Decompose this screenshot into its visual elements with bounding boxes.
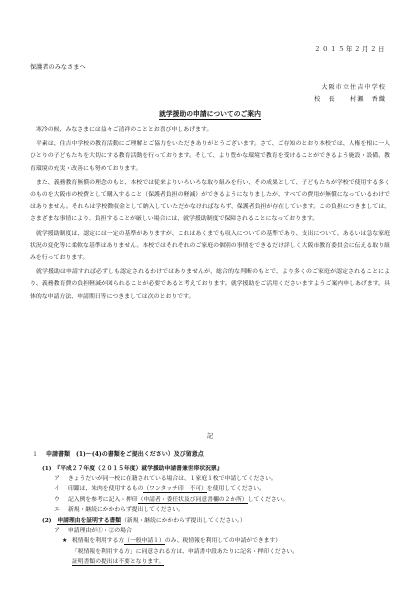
list-item-marker: ア <box>54 476 60 483</box>
greeting-paragraph: 寒冷の候、みなさまには益々ご清祥のこととお喜び申しあげます。 <box>36 127 213 133</box>
section-1-heading <box>32 449 204 458</box>
underlined-note: （ワンタッチ印 不可） <box>143 486 207 493</box>
star-note <box>42 536 402 546</box>
subsection-2-number: (2) <box>42 518 58 524</box>
list-item-text: してください。 <box>247 496 289 503</box>
star-note-continuation: 「税情報を利用する方」に同意される方は、申請書中段あたりに記名・押印ください。 <box>72 548 299 555</box>
body-paragraph: 就学援助制度は、認定には一定の基準がありますが、これはあくまでも収入についての基準であり、支出について、あるいは急な家庭状況の変化等に柔軟な基準はありません。本校ではそれぞれのご家庭の個別の事情をできるだけ詳しく大阪市教育委員会に伝える取り組みを行っております。 <box>30 230 390 262</box>
subsection-2-note: （新規・継続にかかわらず提出してください。） <box>121 518 246 524</box>
list-item <box>42 474 402 484</box>
list-item-marker: ア <box>54 528 60 535</box>
list-item <box>42 495 402 505</box>
underlined-note: （一般申請１） <box>124 538 165 545</box>
star-icon: ★ <box>62 538 68 545</box>
list-item <box>42 505 402 515</box>
document-title-text: 就学援助の申請についてのご案内 <box>159 110 261 118</box>
list-item-text: を使用してください。 <box>206 486 265 493</box>
body-paragraph: 就学援助は申請すれば必ずしも認定されるわけではありませんが、総合的な判断のもとで、より多くのご家庭が認定されることにより、義務教育費の負担軽減が図られることが必要であると考えております。就学援助をご活用くださいますようご案内申しあげます。具体的な申請方法、申請期日等につきましては次のとおりです。 <box>30 269 390 300</box>
star-note-text: のみ、税情報を利用しての申請ができます） <box>164 538 282 545</box>
letter-body <box>30 124 390 303</box>
sender-school: 大阪市立住吉中学校 <box>321 84 386 91</box>
list-item-text: 新規・継続にかかわらず提出してください。 <box>68 506 184 513</box>
ki-heading: 記 <box>206 433 214 440</box>
subsection-1 <box>42 464 402 515</box>
list-item <box>42 526 402 536</box>
section-1-number: １ <box>32 451 39 458</box>
list-item-text: 印鑑は、朱肉を使用するもの <box>68 486 144 493</box>
subsection-2-heading <box>42 516 402 526</box>
star-note-continuation <box>42 557 402 567</box>
list-item-marker: エ <box>54 506 60 513</box>
subsection-2-title: 申請理由を証明する書類 <box>57 518 122 524</box>
section-1-label: 申請書類 (1)～(4)の書類をご提出ください）及び留意点 <box>46 451 204 458</box>
body-paragraph: また、義務教育無償の理念のもと、本校では従来よりいろいろな取り組みを行い、その成果として、子どもたちが学校で使用する多くのものを大阪市の校費として購入すること（保護者負担の軽減）ができるようになりましたが、すべての費用が無償になっているわけではありません。それらは学校徴収金として納入していただかなければならず、保護者負担が存在しています。この負担につきましては、さまざまな事情により、負担することが厳しい場合には、就学援助制度で保障されることになっております。 <box>30 179 390 223</box>
underlined-note: （申請者・委任状及び同意書欄の２か所） <box>137 496 248 503</box>
list-item <box>42 484 402 494</box>
sender-principal: 校 長 村瀬 香織 <box>314 96 386 103</box>
list-item-text: 申請理由が①・②の場合 <box>68 528 132 535</box>
recipient-line: 保護者のみなさまへ <box>30 64 86 71</box>
subsection-1-heading: (1) 『平成２７年度（２０１５年度）就学援助申請書兼世帯状況票』 <box>42 466 223 472</box>
list-item-marker: ウ <box>54 496 60 503</box>
body-paragraph: 平素は、住吉中学校の教育活動にご理解とご協力をいただきありがとうございます。さて、ご存知のとおり本校では、人権を根に一人ひとりの子どもたちを大切にする教育活動を行っております。そして、より豊かな環境で教育を受けることができるよう施設・設備、教育環境の充実・改善にも努めております。 <box>30 141 390 172</box>
star-note-text: 税情報を利用する方 <box>72 538 125 545</box>
document-title <box>0 108 420 118</box>
subsection-2 <box>42 516 402 567</box>
list-item-text: きょうだいが同一校に在籍されている場合は、１家庭１枚で申請してください。 <box>68 476 277 483</box>
list-item-marker: イ <box>54 486 60 493</box>
document-date: ２０１５年２月２日 <box>314 45 386 53</box>
list-item-text: 記入例を参考に記入・押印 <box>68 496 138 503</box>
underlined-note: 証明書類の提出は不要となります。 <box>72 558 165 565</box>
